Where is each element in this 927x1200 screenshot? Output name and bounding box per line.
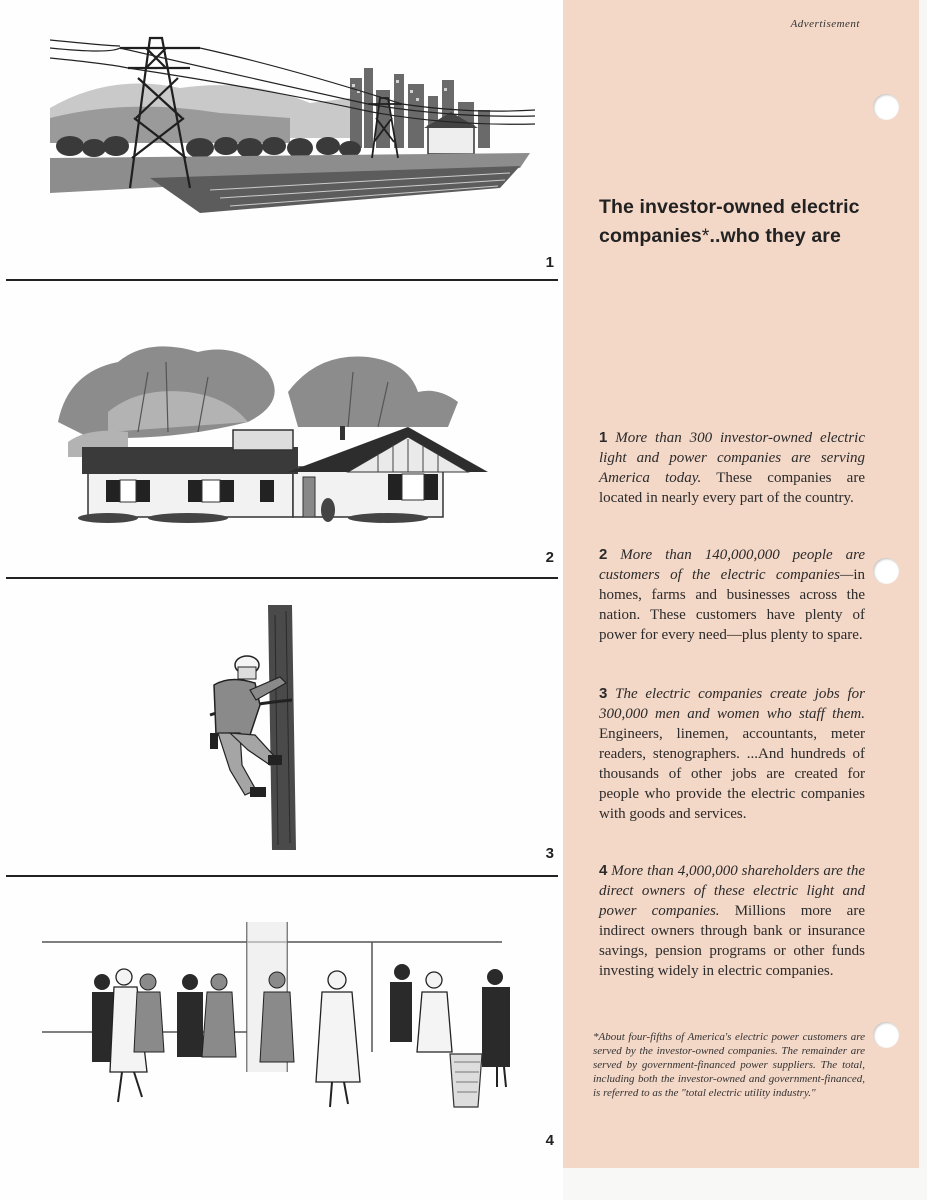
paragraph-italic-lead: More than 4,000,000 shareholders are the direct owners of these electric light and power companies. (599, 863, 866, 919)
footnote: *About four-fifths of America's electric power customers are served by the investor-owned companies. The remainder are served by government-financed power suppliers. The total, including both the investor-owned and government-financed, is referred to as the "total electric utility industry." (593, 1031, 865, 1099)
paragraph-italic-lead: More than 300 investor-owned electric light and power companies are serving America today. (599, 430, 866, 486)
paragraph-number: 4 (599, 862, 608, 879)
advertisement-label: Advertisement (790, 18, 860, 30)
paragraph-italic-lead: The electric companies create jobs for 300,000 men and women who staff them. (599, 686, 865, 722)
panel-number-1: 1 (545, 254, 554, 271)
paragraph-body: Engineers, linemen, accountants, meter readers, stenographers. ...And hundreds of thousands of other jobs are created for people who provide the electric companies with goods and services. (599, 726, 865, 822)
title-asterisk: * (701, 225, 710, 247)
binder-hole-middle (873, 558, 899, 584)
paragraph-body: These companies are located in nearly every part of the country. (599, 470, 865, 506)
page-title (599, 193, 879, 251)
paragraph-1 (599, 428, 865, 508)
paragraph-2 (599, 545, 865, 645)
binder-hole-top (873, 94, 899, 120)
title-line-2-rest: ..who they are (709, 225, 841, 247)
panel-divider-1 (6, 279, 558, 281)
panel-divider-2 (6, 577, 558, 579)
page-margin (919, 0, 927, 1200)
lineman-illustration (200, 605, 310, 855)
paragraph-italic-lead: More than 140,000,000 people are customers of the electric companies— (599, 547, 866, 583)
panel-number-2: 2 (545, 549, 554, 566)
paragraph-number: 3 (599, 685, 608, 702)
paragraph-number: 2 (599, 546, 608, 563)
binder-hole-bottom (873, 1022, 899, 1048)
paragraph-3 (599, 684, 865, 824)
title-line-2: companies (599, 225, 702, 247)
paragraph-body: Millions more are indirect owners through bank or insurance savings, pension programs or other funds investing widely in electric companies. (599, 903, 865, 979)
panel-number-3: 3 (545, 845, 554, 862)
page-margin-bottom (563, 1168, 927, 1200)
paragraph-number: 1 (599, 429, 608, 446)
panel-divider-3 (6, 875, 558, 877)
power-lines-city-illustration (50, 18, 535, 223)
house-illustration (48, 332, 493, 527)
paragraph-4 (599, 861, 865, 981)
panel-number-4: 4 (545, 1132, 554, 1149)
title-line-1: The investor-owned electric (599, 196, 860, 218)
shoppers-illustration (42, 922, 522, 1112)
paragraph-body: in homes, farms and businesses across the nation. These customers have plenty of power for every need—plus plenty to spare. (599, 567, 865, 643)
